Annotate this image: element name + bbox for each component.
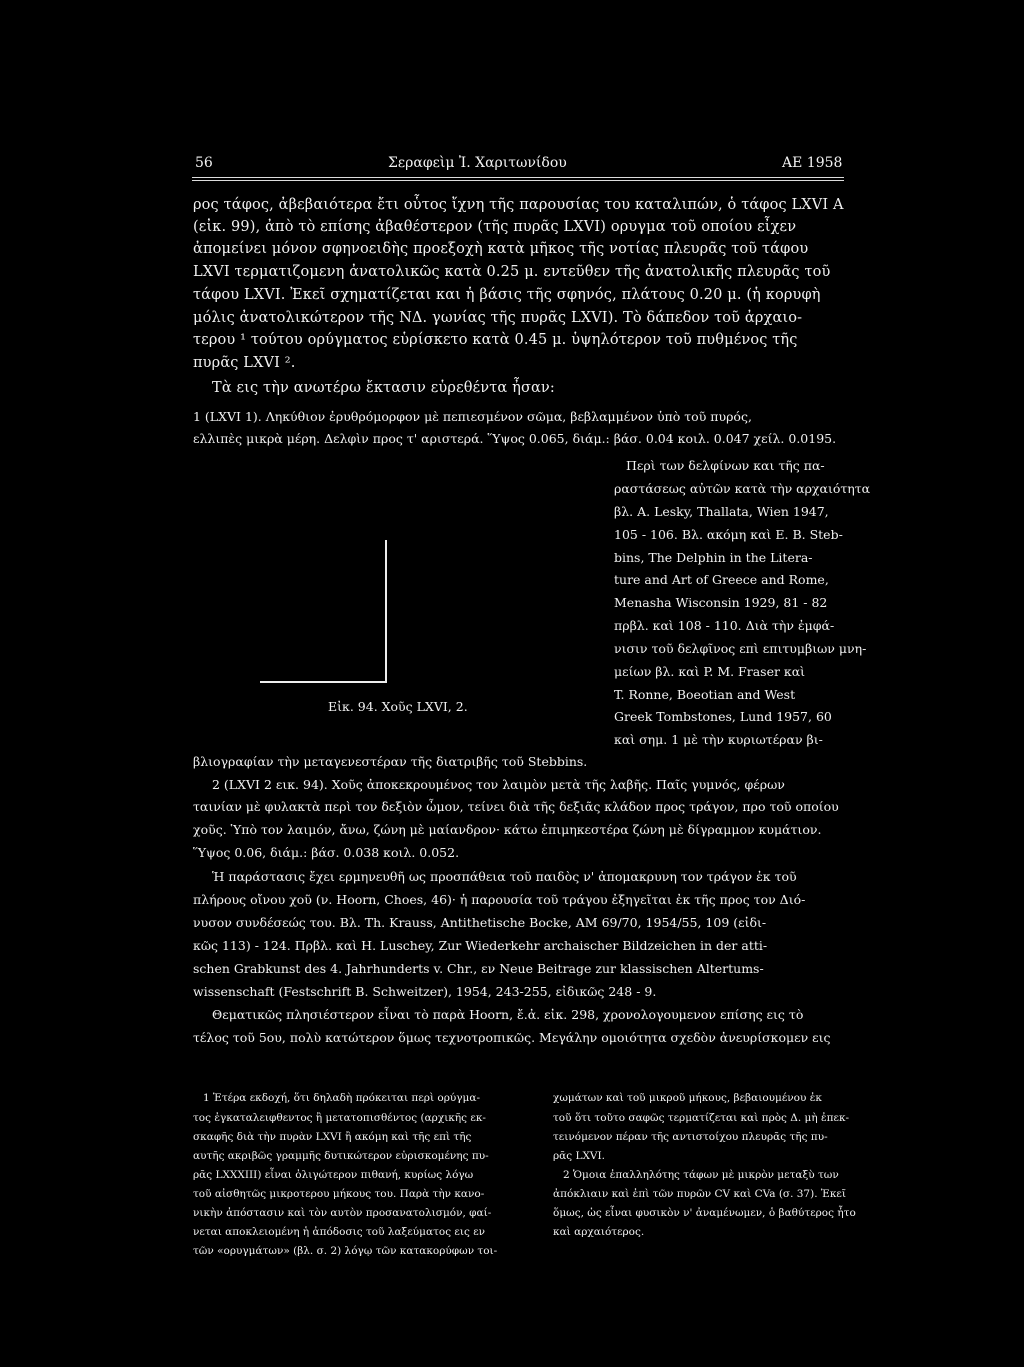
side-note-line: Greek Tombstones, Lund 1957, 60	[614, 709, 832, 724]
text-line: ρος τάφος, ἀβεβαιότερα ἔτι οὗτος ἴχνη τῆς παρουσίας του καταλιπών, ὁ τάφος LXVI A	[193, 197, 844, 213]
text-line: LXVI τερματιζομενη ἀνατολικῶς κατὰ 0.25 μ. εντεῦθεν τῆς ἀνατολικῆς πλευρᾶς τοῦ	[193, 264, 831, 280]
footnote-line: ὅμως, ὡς εἶναι φυσικὸν ν' ἀναμένωμεν, ὁ βαθύτερος ἦτο	[553, 1207, 856, 1219]
text-line: Ἡ παράστασις ἔχει ερμηνευθῆ ως προσπάθεια τοῦ παιδὸς ν' ἀπομακρυνη τον τράγον ἐκ τοῦ	[212, 869, 797, 884]
side-note-line: bins, The Delphin in the Litera-	[614, 550, 813, 565]
page-number: 56	[195, 155, 213, 171]
footnote-line: αυτῆς ακριβῶς γραμμῆς δυτικώτερον εὑρισκομένης πυ-	[193, 1150, 489, 1162]
text-line: ἀπομείνει μόνον σφηνοειδὴς προεξοχὴ κατὰ μῆκος τῆς νοτίας πλευρᾶς τοῦ τάφου	[193, 241, 809, 257]
text-line: τέλος τοῦ 5ου, πολὺ κατώτερον ὅμως τεχνοτροπικῶς. Μεγάλην ομοιότητα σχεδὸν ἀνευρίσκομεν εις	[193, 1030, 831, 1045]
text-line: τάφου LXVI. Ἐκεῖ σχηματίζεται και ἡ βάσις τῆς σφηνός, πλάτους 0.20 μ. (ἡ κορυφὴ	[193, 287, 821, 303]
text-line: μόλις ἀνατολικώτερον τῆς ΝΔ. γωνίας τῆς πυρᾶς LXVI). Τὸ δάπεδον τοῦ ἀρχαιο-	[193, 310, 803, 326]
text-line: schen Grabkunst des 4. Jahrhunderts v. Chr., εν Neue Beitrage zur klassischen Altertums-	[193, 961, 764, 976]
item-2-line: χοῦς. Ὑπὸ τον λαιμόν, ἄνω, ζώνη μὲ μαίανδρον· κάτω ἐπιμηκεστέρα ζώνη μὲ δίγραμμον κυμάτιον.	[193, 822, 822, 837]
footnote-line: τοῦ ὅτι τοῦτο σαφῶς τερματίζεται καὶ πρὸς Δ. μὴ ἐπεκ-	[553, 1112, 850, 1124]
header-rule	[192, 177, 844, 178]
footnote-line: νεται αποκλειομένη ἡ ἀπόδοσις τοῦ λαξεύματος εις εν	[193, 1226, 486, 1238]
footnote-line: 2 Ὁμοια ἐπαλληλότης τάφων μὲ μικρὸν μεταξὺ των	[563, 1169, 839, 1181]
item-1-line: 1 (LXVI 1). Ληκύθιον ἐρυθρόμορφον μὲ πεπιεσμένον σῶμα, βεβλαμμένον ὑπὸ τοῦ πυρός,	[193, 409, 752, 424]
side-note-line: μείων βλ. καὶ P. M. Fraser καὶ	[614, 664, 806, 679]
side-note-line: Menasha Wisconsin 1929, 81 - 82	[614, 595, 828, 610]
side-note-line: καὶ σημ. 1 μὲ τὴν κυριωτέραν βι-	[614, 732, 823, 747]
footnote-line: 1 Ἑτέρα εκδοχή, ὅτι δηλαδὴ πρόκειται περὶ ορύγμα-	[203, 1092, 481, 1104]
footnote-line: τῶν «ορυγμάτων» (βλ. σ. 2) λόγῳ τῶν κατακορύφων τοι-	[193, 1245, 498, 1257]
footnote-line: ἀπόκλιαιν καὶ ἐπὶ τῶν πυρῶν CV καὶ CVa (σ. 37). Ἐκεῖ	[553, 1188, 846, 1200]
footnote-line: τεινόμενον πέραν τῆς αντιστοίχου πλευρᾶς τῆς πυ-	[553, 1131, 828, 1143]
text-line: πλήρους οἴνου χοῦ (ν. Hoorn, Choes, 46)· ἡ παρουσία τοῦ τράγου ἐξηγεῖται ἐκ τῆς προς τον Διό-	[193, 892, 806, 907]
text-line: τερου ¹ τούτου ορύγματος εὑρίσκετο κατὰ 0.45 μ. ὑψηλότερον τοῦ πυθμένος τῆς	[193, 332, 798, 348]
figure-caption: Εἰκ. 94. Χοῦς LXVI, 2.	[328, 699, 468, 714]
item-2-line: ταινίαν μὲ φυλακτὰ περὶ τον δεξιὸν ὦμον, τείνει διὰ τῆς δεξιᾶς κλάδον προς τράγον, προ τοῦ οποίου	[193, 799, 839, 814]
text-line: wissenschaft (Festschrift B. Schweitzer), 1954, 243-255, εἰδικῶς 248 - 9.	[193, 984, 657, 999]
item-1-line: ελλιπὲς μικρὰ μέρη. Δελφὶν προς τ' αριστερά. Ὕψος 0.065, διάμ.: βάσ. 0.04 κοιλ. 0.047 χείλ. 0.0195.	[193, 431, 837, 446]
footnote-line: ρᾶς LXXXIII) εἶναι ὀλιγώτερον πιθανή, κυρίως λόγω	[193, 1169, 474, 1181]
footnote-line: σκαφῆς διὰ τὴν πυρὰν LXVI ἢ ακόμη καὶ τῆς επὶ τῆς	[193, 1131, 472, 1143]
text-line: (εἰκ. 99), ἀπὸ τὸ επίσης ἀβαθέστερον (τῆς πυρᾶς LXVI) ορυγμα τοῦ οποίου εἶχεν	[193, 219, 797, 235]
side-note-line: T. Ronne, Boeotian and West	[614, 687, 796, 702]
text-line: νυσον συνδέσεώς του. Βλ. Th. Krauss, Antithetische Bocke, AM 69/70, 1954/55, 109 (εἰδι-	[193, 915, 767, 930]
item-2-line: Ὕψος 0.06, διάμ.: βάσ. 0.038 κοιλ. 0.052.	[193, 845, 460, 860]
side-note-line: βλ. Α. Lesky, Thallata, Wien 1947,	[614, 504, 829, 519]
side-note-line: πρβλ. καὶ 108 - 110. Διὰ τὴν ἐμφά-	[614, 618, 835, 633]
side-note-line: ραστάσεως αὐτῶν κατὰ τὴν αρχαιότητα	[614, 481, 871, 496]
text-line: πυρᾶς LXVI ².	[193, 355, 296, 371]
journal-reference: ΑΕ 1958	[782, 155, 843, 171]
side-note-line: νισιν τοῦ δελφῖνος επὶ επιτυμβιων μνη-	[614, 641, 867, 656]
item-2-line: 2 (LXVI 2 εικ. 94). Χοῦς ἀποκεκρουμένος τον λαιμὸν μετὰ τῆς λαβῆς. Παῖς γυμνός, φέρων	[212, 777, 785, 792]
running-title: Σεραφεὶμ Ἰ. Χαριτωνίδου	[388, 155, 567, 171]
figure-border-vertical	[385, 540, 387, 682]
side-note-line: Περὶ των δελφίνων και τῆς πα-	[626, 458, 825, 473]
side-note-line: 105 - 106. Βλ. ακόμη καὶ Ε. Β. Steb-	[614, 527, 843, 542]
list-intro: Τὰ εις τὴν ανωτέρω ἔκτασιν εὑρεθέντα ἦσαν:	[212, 380, 555, 396]
footnote-line: τος ἐγκαταλειφθεντος ἢ μετατοπισθέντος (αρχικῆς εκ-	[193, 1112, 486, 1124]
footnote-line: νικὴν ἀπόστασιν καὶ τὸν αυτὸν προσανατολισμόν, φαί-	[193, 1207, 492, 1219]
header-rule-double	[192, 180, 844, 181]
footnote-line: καὶ αρχαιότερος.	[553, 1226, 645, 1238]
text-line: Θεματικῶς πλησιέστερον εἶναι τὸ παρὰ Hoorn, ἔ.ἀ. εἰκ. 298, χρονολογουμενον επίσης εις τὸ	[212, 1007, 804, 1022]
text-line: κῶς 113) - 124. Πρβλ. καὶ H. Luschey, Zur Wiederkehr archaischer Bildzeichen in der atti-	[193, 938, 768, 953]
footnote-line: τοῦ αἰσθητῶς μικροτερου μήκους του. Παρὰ τὴν κανο-	[193, 1188, 485, 1200]
footnote-line: χωμάτων καὶ τοῦ μικροῦ μήκους, βεβαιουμένου ἐκ	[553, 1092, 822, 1104]
footnote-line: ρᾶς LXVI.	[553, 1150, 605, 1162]
side-note-continuation: βλιογραφίαν τὴν μεταγενεστέραν τῆς διατριβῆς τοῦ Stebbins.	[193, 754, 588, 769]
side-note-line: ture and Art of Greece and Rome,	[614, 572, 829, 587]
figure-border-horizontal	[260, 681, 387, 683]
